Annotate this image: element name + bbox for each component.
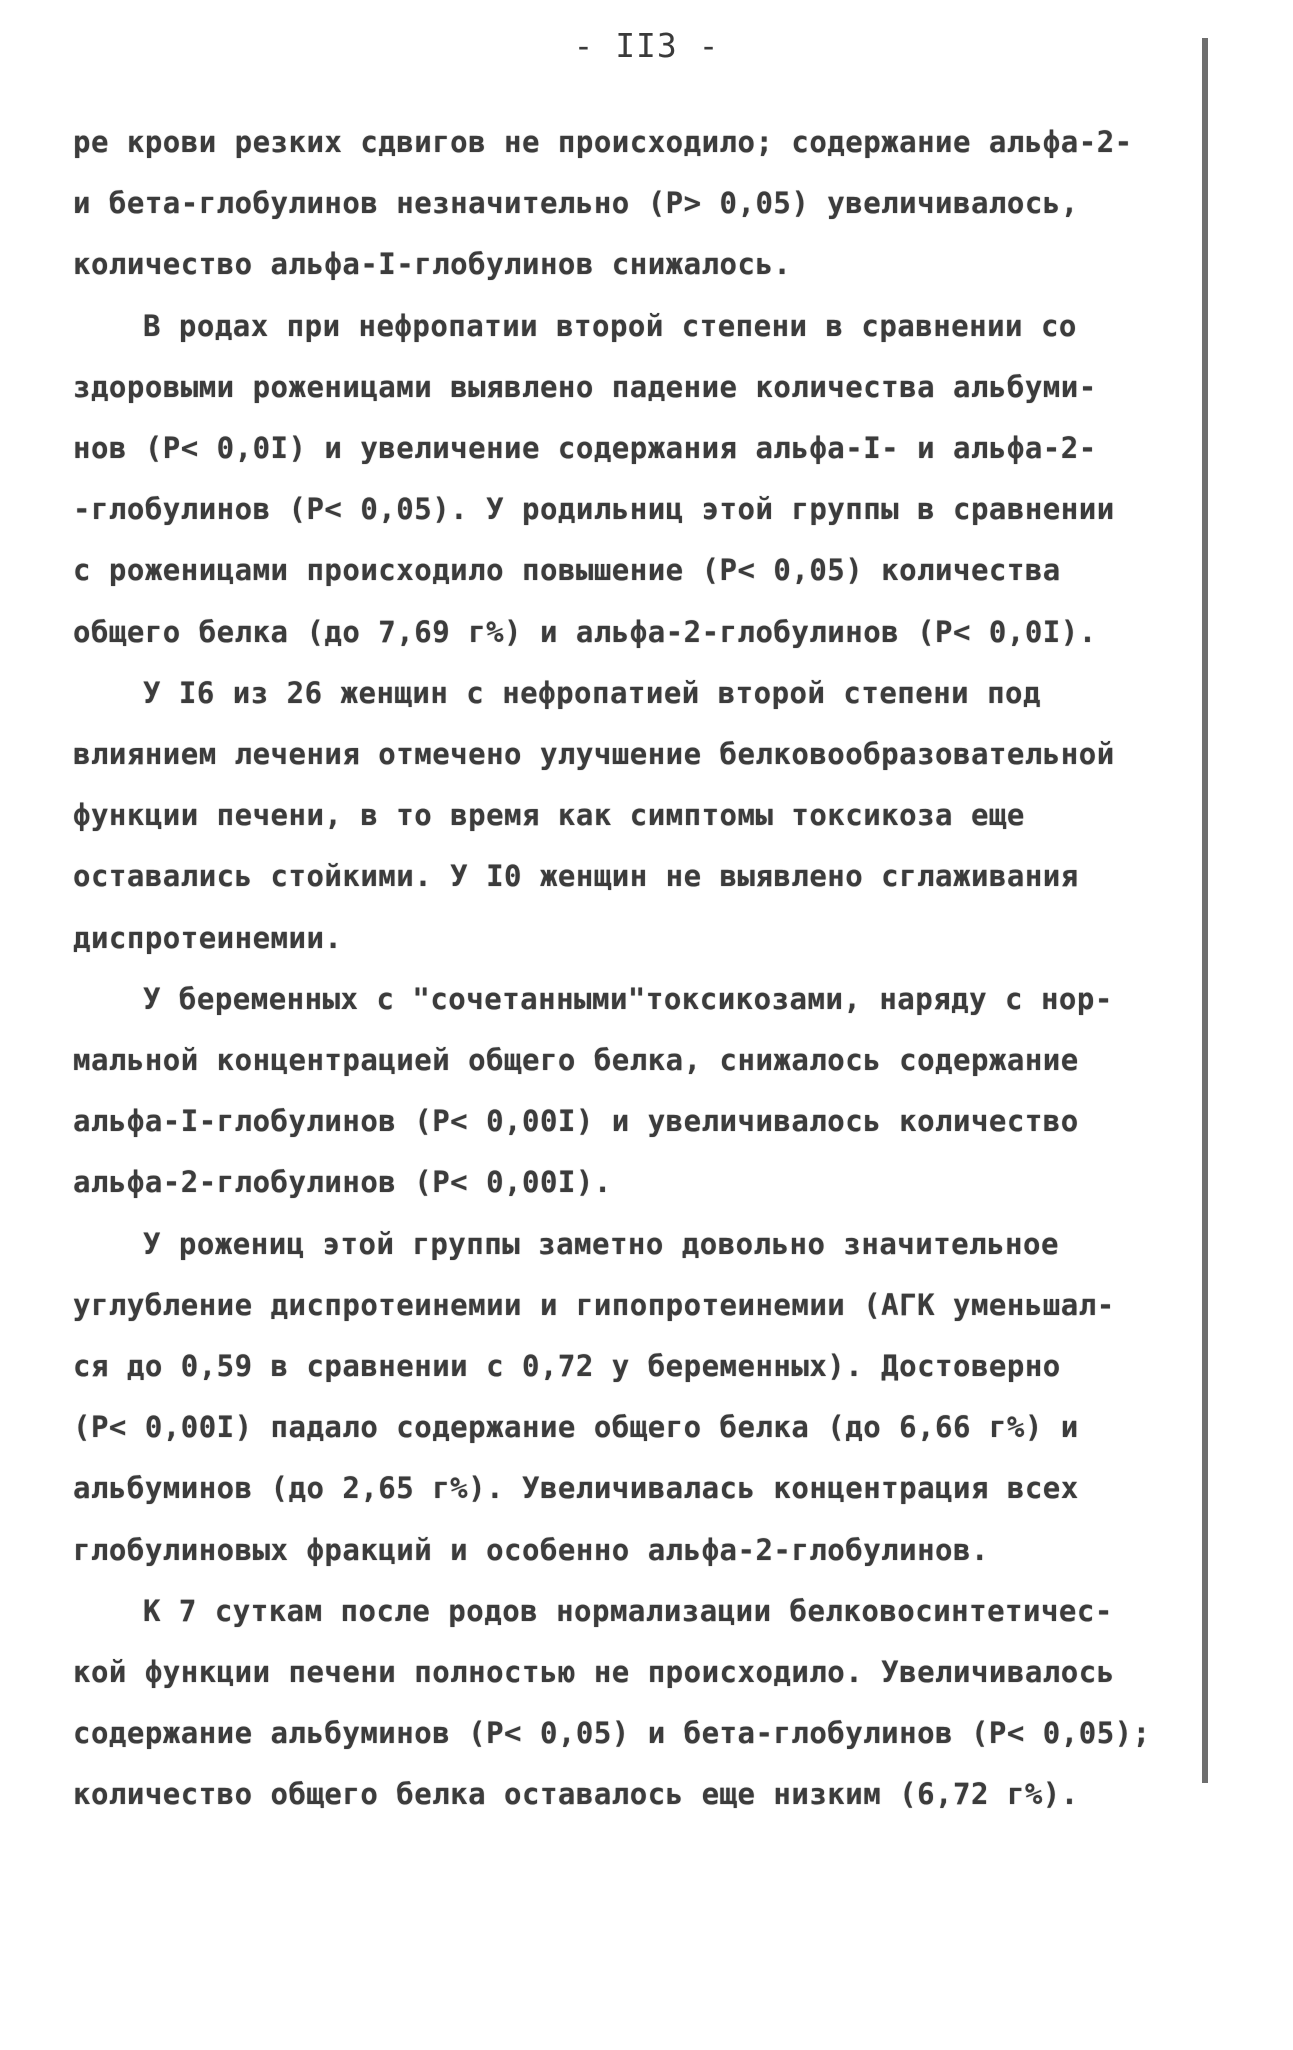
text-line: альфа-I-глобулинов (Р< 0,00I) и увеличивалось количество — [73, 1104, 1079, 1139]
page-number: - II3 - — [573, 26, 720, 65]
text-line: ре крови резких сдвигов не происходило; содержание альфа-2- — [73, 125, 1133, 159]
text-line: и бета-глобулинов незначительно (Р> 0,05) увеличивалось, — [73, 186, 1079, 221]
text-line: нов (Р< 0,0I) и увеличение содержания альфа-I- и альфа-2- — [73, 431, 1097, 466]
text-line: альбуминов (до 2,65 г%). Увеличивалась концентрация всех — [73, 1471, 1079, 1506]
text-line: мальной концентрацией общего белка, снижалось содержание — [73, 1043, 1079, 1078]
text-line: здоровыми роженицами выявлено падение количества альбуми- — [73, 369, 1097, 404]
margin-rule — [1202, 38, 1208, 1783]
text-line: количество общего белка оставалось еще низким (6,72 г%). — [73, 1777, 1079, 1812]
paragraph-start-line: У I6 из 26 женщин с нефропатией второй степени под — [143, 675, 1041, 710]
text-line: глобулиновых фракций и особенно альфа-2-глобулинов. — [73, 1532, 989, 1567]
text-line: количество альфа-I-глобулинов снижалось. — [73, 247, 792, 282]
text-line: с роженицами происходило повышение (Р< 0,05) количества — [73, 553, 1061, 588]
text-line: оставались стойкими. У I0 женщин не выявлено сглаживания — [73, 859, 1079, 894]
paragraph-start-line: У беременных с "сочетанными"токсикозами, наряду с нор- — [143, 981, 1113, 1016]
text-line: альфа-2-глобулинов (Р< 0,00I). — [73, 1165, 612, 1200]
text-line: -глобулинов (Р< 0,05). У родильниц этой группы в сравнении — [73, 492, 1115, 527]
paragraph-start-line: У рожениц этой группы заметно довольно значительное — [143, 1226, 1059, 1261]
paragraph-start-line: В родах при нефропатии второй степени в сравнении со — [143, 308, 1077, 343]
text-line: углубление диспротеинемии и гипопротеинемии (АГК уменьшал- — [73, 1287, 1115, 1322]
text-line: кой функции печени полностью не происходило. Увеличивалось — [73, 1655, 1115, 1690]
text-line: ся до 0,59 в сравнении с 0,72 у беременных). Достоверно — [73, 1349, 1061, 1384]
text-line: функции печени, в то время как симптомы токсикоза еще — [73, 798, 1025, 833]
body-text — [73, 112, 1183, 1826]
text-line: (Р< 0,00I) падало содержание общего белка (до 6,66 г%) и — [73, 1410, 1079, 1445]
text-line: влиянием лечения отмечено улучшение белковообразовательной — [73, 737, 1115, 772]
text-line: общего белка (до 7,69 г%) и альфа-2-глобулинов (Р< 0,0I). — [73, 614, 1097, 649]
paragraph-start-line: К 7 суткам после родов нормализации белковосинтетичес- — [143, 1593, 1113, 1628]
text-line: содержание альбуминов (Р< 0,05) и бета-глобулинов (Р< 0,05); — [73, 1716, 1151, 1751]
text-line: диспротеинемии. — [73, 920, 343, 955]
